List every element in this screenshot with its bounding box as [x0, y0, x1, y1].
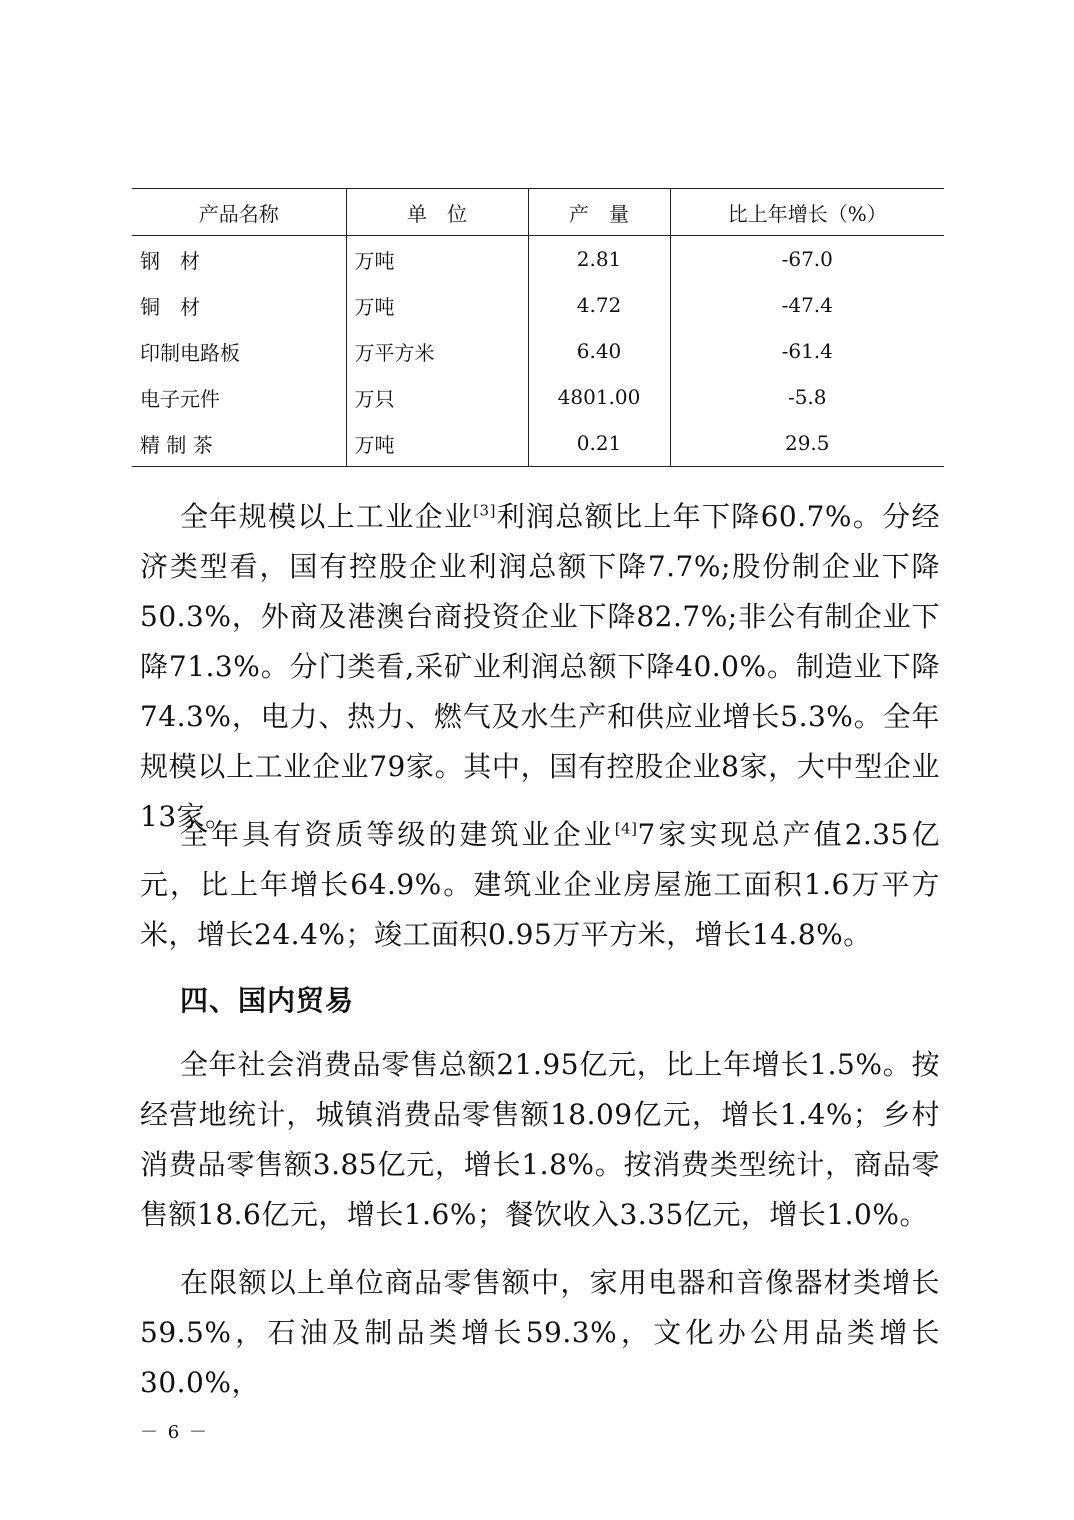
para2-text-rest: 7家实现总产值2.35亿元，比上年增长64.9%。建筑业企业房屋施工面积1.6万平方米，增长24.4%；竣工面积0.95万平方米，增长14.8%。: [140, 818, 940, 951]
header-growth: 比上年增长（%）: [727, 201, 887, 226]
footnote-ref-4: [4]: [614, 819, 638, 838]
cell-name: 钢 材: [132, 236, 346, 283]
table-row: [132, 374, 944, 420]
page-number: － 6 －: [140, 1422, 209, 1443]
table-row: [132, 328, 944, 374]
table-row: [132, 420, 944, 467]
construction-paragraph: [140, 810, 940, 960]
cell-growth: -47.4: [781, 293, 833, 317]
cell-unit: 万吨: [346, 420, 528, 467]
table: [132, 188, 944, 467]
table-row: [132, 282, 944, 328]
cell-output: 0.21: [528, 420, 670, 467]
cell-name: 精 制 茶: [132, 420, 346, 467]
cell-name: 印制电路板: [132, 328, 346, 374]
product-output-table: [132, 188, 944, 467]
cell-output: 2.81: [528, 236, 670, 283]
cell-unit: 万吨: [346, 282, 528, 328]
cell-name: 电子元件: [132, 374, 346, 420]
cell-growth: -61.4: [781, 339, 833, 363]
para1-text-rest: 利润总额比上年下降60.7%。分经济类型看，国有控股企业利润总额下降7.7%;股份制企业下降50.3%，外商及港澳台商投资企业下降82.7%;非公有制企业下降71.3%。分门类看,采矿业利润总额下降40.0%。制造业下降74.3%，电力、热力、燃气及水生产和供应业增长5.3%。全年规模以上工业企业79家。其中，国有控股企业8家，大中型企业13家。: [140, 500, 940, 833]
cell-name: 铜 材: [132, 282, 346, 328]
above-quota-retail-paragraph: 在限额以上单位商品零售额中，家用电器和音像器材类增长59.5%，石油及制品类增长59.3%，文化办公用品类增长30.0%，: [140, 1266, 940, 1399]
cell-unit: 万吨: [346, 236, 528, 283]
cell-growth: -5.8: [787, 385, 827, 409]
header-product-name: 产品名称: [132, 189, 346, 236]
header-unit: 单 位: [346, 189, 528, 236]
footnote-ref-3: [3]: [473, 501, 496, 520]
cell-output: 6.40: [528, 328, 670, 374]
industry-profit-paragraph: [140, 492, 940, 842]
cell-growth: -67.0: [781, 247, 833, 271]
cell-unit: 万只: [346, 374, 528, 420]
para2-text-start: 全年具有资质等级的建筑业企业: [180, 818, 615, 851]
cell-output: 4801.00: [528, 374, 670, 420]
para1-text-start: 全年规模以上工业企业: [180, 500, 474, 533]
header-output: 产 量: [528, 189, 670, 236]
table-row: [132, 236, 944, 283]
retail-sales-paragraph: 全年社会消费品零售总额21.95亿元，比上年增长1.5%。按经营地统计，城镇消费品零售额18.09亿元，增长1.4%；乡村消费品零售额3.85亿元，增长1.8%。按消费类型统计，商品零售额18.6亿元，增长1.6%；餐饮收入3.35亿元，增长1.0%。: [140, 1048, 940, 1231]
cell-output: 4.72: [528, 282, 670, 328]
cell-unit: 万平方米: [346, 328, 528, 374]
cell-growth: 29.5: [784, 431, 830, 455]
section-heading-domestic-trade: 四、国内贸易: [180, 984, 355, 1017]
table-header-row: [132, 189, 944, 236]
